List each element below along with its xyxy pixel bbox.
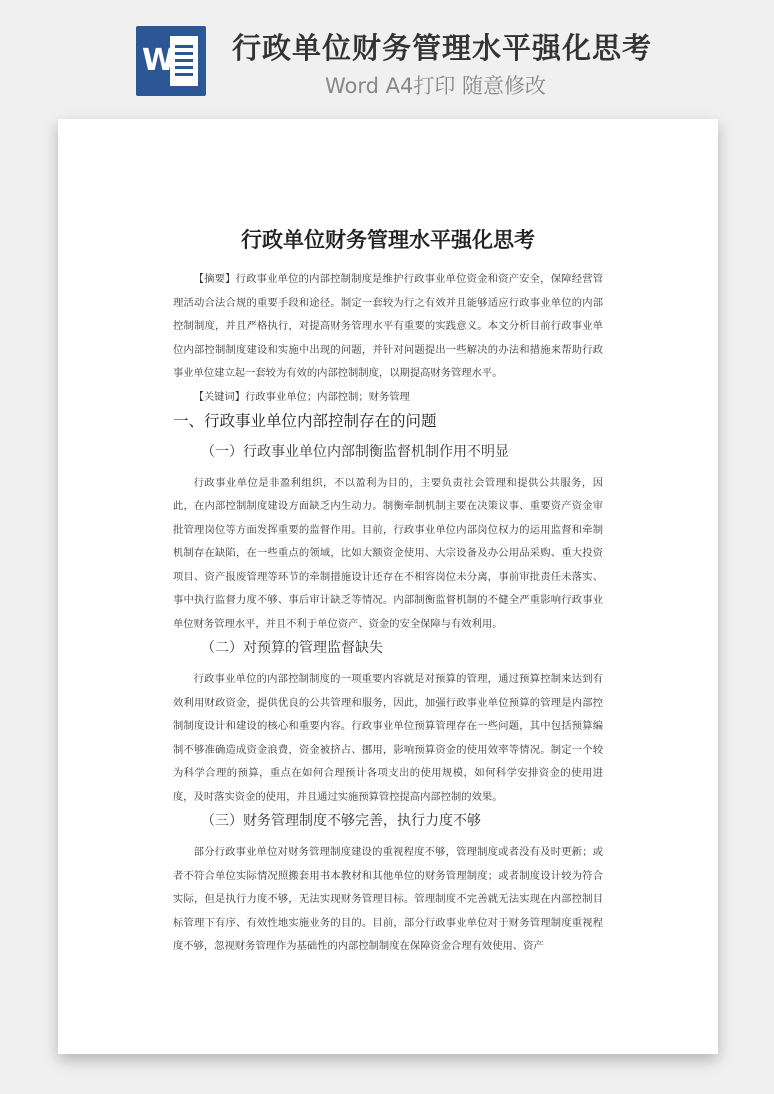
word-icon-letter: W <box>142 43 176 78</box>
banner-title: 行政单位财务管理水平强化思考 <box>232 31 653 65</box>
subsection-heading-2: （二）对预算的管理监督缺失 <box>201 640 383 656</box>
subsection-body-3: 部分行政事业单位对财务管理制度建设的重视程度不够，管理制度或者没有及时更新；或者不符合单位实际情况照搬套用书本教材和其他单位的财务管理制度；或者制度设计较为符合实际，但是执行力度不够，无法实现财务管理目标。管理制度不完善就无法实现在内部控制目标管理下有序、有效性地实施业务的目的。目前，部分行政事业单位对于财务管理制度重视程度不够，忽视财务管理作为基础性的内部控制制度在保障资金合理有效使用、资产 <box>173 846 603 952</box>
document-content <box>173 224 603 959</box>
document-title: 行政单位财务管理水平强化思考 <box>241 227 535 252</box>
document-page <box>58 119 718 1054</box>
subsection-body-2: 行政事业单位的内部控制制度的一项重要内容就是对预算的管理，通过预算控制来达到有效利用财政资金，提供优良的公共管理和服务，因此，加强行政事业单位预算的管理是内部控制制度设计和建设的核心和重要内容。行政事业单位预算管理存在一些问题，其中包括预算编制不够准确造成资金浪费，资金被挤占、挪用，影响预算资金的使用效率等情况。制定一个较为科学合理的预算，重点在如何合理预计各项支出的使用规模，如何科学安排资金的使用进度，及时落实资金的使用，并且通过实施预算管控提高内部控制的效果。 <box>173 673 603 803</box>
subsection-body-1: 行政事业单位是非盈利组织，不以盈利为目的，主要负责社会管理和提供公共服务，因此，在内部控制制度建设方面缺乏内生动力。制衡牵制机制主要在决策议事、重要资产资金审批管理岗位等方面发挥重要的监督作用。目前，行政事业单位内部岗位权力的运用监督和牵制机制存在缺陷，在一些重点的领域，比如大额资金使用、大宗设备及办公用品采购、重大投资项目、资产报废管理等环节的牵制措施设计还存在不相容岗位未分离，事前审批责任未落实、事中执行监督力度不够、事后审计缺乏等情况。内部制衡监督机制的不健全严重影响行政事业单位财务管理水平，并且不利于单位资产、资金的安全保障与有效利用。 <box>173 476 603 630</box>
section-heading-1: 一、行政事业单位内部控制存在的问题 <box>173 411 437 430</box>
word-icon <box>136 26 206 96</box>
subsection-heading-3: （三）财务管理制度不够完善，执行力度不够 <box>201 813 481 829</box>
keywords-line: 【关键词】行政事业单位；内部控制；财务管理 <box>193 390 410 403</box>
banner-subtitle: Word A4打印 随意修改 <box>325 74 547 98</box>
abstract-paragraph: 【摘要】行政事业单位的内部控制制度是维护行政事业单位资金和资产安全，保障经营管理活动合法合规的重要手段和途径。制定一套较为行之有效并且能够适应行政事业单位的内部控制制度，并且严格执行，对提高财务管理水平有重要的实践意义。本文分析目前行政事业单位内部控制制度建设和实施中出现的问题，并针对问题提出一些解决的办法和措施来帮助行政事业单位建立起一套较为有效的内部控制制度，以期提高财务管理水平。 <box>173 273 603 379</box>
subsection-heading-1: （一）行政事业单位内部制衡监督机制作用不明显 <box>201 443 509 460</box>
banner-header <box>0 0 774 110</box>
